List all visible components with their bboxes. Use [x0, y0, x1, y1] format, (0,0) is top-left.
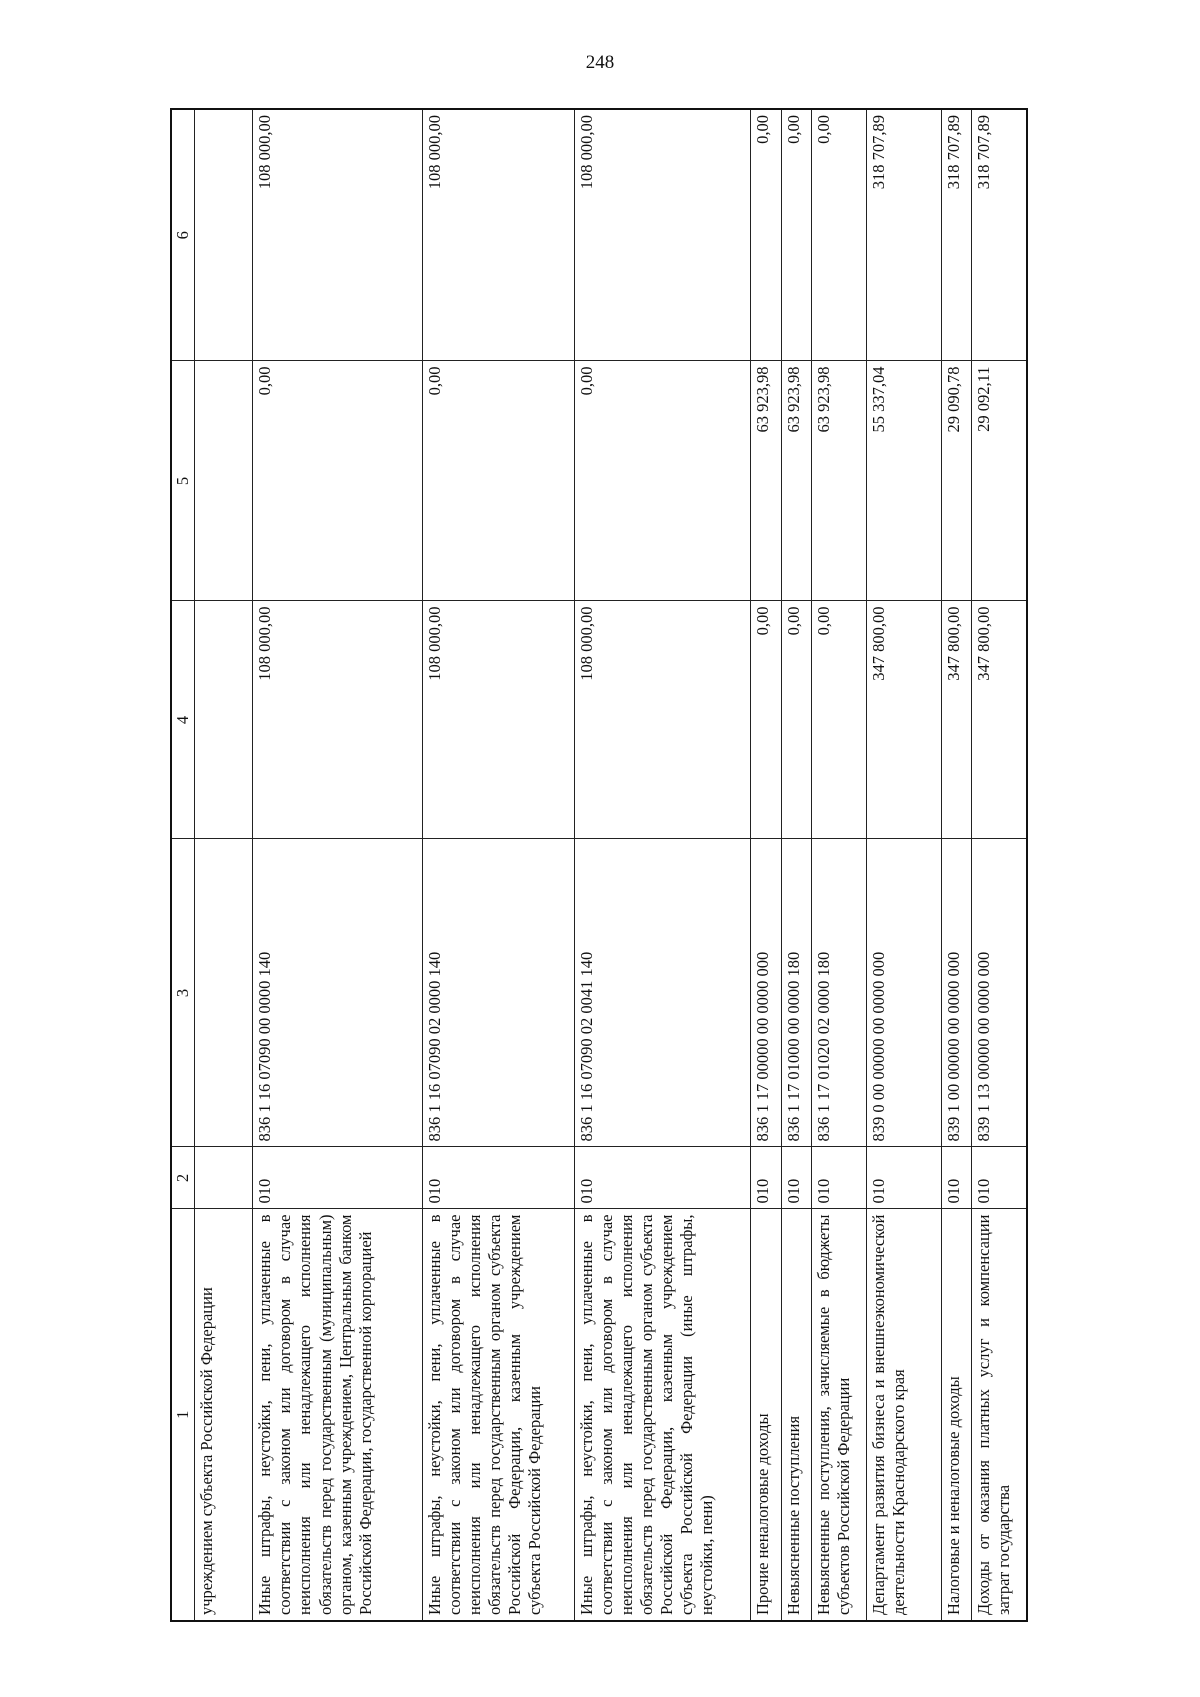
table-row [781, 109, 811, 1621]
table-row [811, 109, 866, 1621]
row-col4-value: 347 800,00 [972, 601, 1027, 839]
table-row [195, 109, 253, 1621]
row-col6-value: 0,00 [751, 109, 781, 361]
table-row [972, 109, 1027, 1621]
row-name-cell: учреждением субъекта Российской Федерации [195, 1209, 253, 1621]
row-line-code-cell: 010 [866, 1147, 941, 1209]
row-col5-value [195, 361, 253, 601]
row-col4-value: 347 800,00 [866, 601, 941, 839]
row-col5-value: 29 092,11 [972, 361, 1027, 601]
row-budget-code-cell: 836 1 16 07090 02 0041 140 [574, 839, 750, 1147]
row-line-code-cell: 010 [811, 1147, 866, 1209]
row-budget-code-cell: 836 1 16 07090 02 0000 140 [422, 839, 574, 1147]
header-col-4: 4 [171, 601, 195, 839]
row-budget-code-cell: 839 1 13 00000 00 0000 000 [972, 839, 1027, 1147]
row-col6-value: 0,00 [781, 109, 811, 361]
row-col6-value [195, 109, 253, 361]
table-row [941, 109, 971, 1621]
table-row [253, 109, 422, 1621]
row-name-cell: Департамент развития бизнеса и внешнеэкономической деятельности Краснодарского края [866, 1209, 941, 1621]
table-row [574, 109, 750, 1621]
header-row [171, 109, 195, 1621]
row-line-code-cell: 010 [751, 1147, 781, 1209]
row-col6-value: 108 000,00 [422, 109, 574, 361]
row-budget-code-cell: 836 1 17 01000 00 0000 180 [781, 839, 811, 1147]
row-col4-value [195, 601, 253, 839]
row-name-cell: Иные штрафы, неустойки, пени, уплаченные в соответствии с законом или договором в случае неисполнения или ненадлежащего исполнения обязательств перед государственным органом субъекта Российской Федерации, казенным учреждением субъекта Российской Федерации [422, 1209, 574, 1621]
row-col4-value: 108 000,00 [253, 601, 422, 839]
row-line-code-cell: 010 [972, 1147, 1027, 1209]
row-col6-value: 318 707,89 [972, 109, 1027, 361]
table-row [422, 109, 574, 1621]
row-name-cell: Иные штрафы, неустойки, пени, уплаченные в соответствии с законом или договором в случае неисполнения или ненадлежащего исполнения обязательств перед государственным (муниципальным) органом, казенным учреждением, Центральным банком Российской Федерации, государственной корпорацией [253, 1209, 422, 1621]
row-line-code-cell: 010 [941, 1147, 971, 1209]
page-number: 248 [585, 52, 615, 73]
header-col-5: 5 [171, 361, 195, 601]
row-budget-code-cell: 839 0 00 00000 00 0000 000 [866, 839, 941, 1147]
row-col5-value: 63 923,98 [811, 361, 866, 601]
row-budget-code-cell: 839 1 00 00000 00 0000 000 [941, 839, 971, 1147]
row-col4-value: 108 000,00 [574, 601, 750, 839]
header-col-1: 1 [171, 1209, 195, 1621]
row-col4-value: 0,00 [811, 601, 866, 839]
row-line-code-cell [195, 1147, 253, 1209]
row-col4-value: 347 800,00 [941, 601, 971, 839]
row-col5-value: 0,00 [253, 361, 422, 601]
header-col-3: 3 [171, 839, 195, 1147]
row-col6-value: 108 000,00 [253, 109, 422, 361]
row-name-cell: Иные штрафы, неустойки, пени, уплаченные в соответствии с законом или договором в случае неисполнения или ненадлежащего исполнения обязательств перед государственным органом субъекта Российской Федерации, казенным учреждением субъекта Российской Федерации (иные штрафы, неустойки, пени) [574, 1209, 750, 1621]
row-line-code-cell: 010 [253, 1147, 422, 1209]
row-name-cell: Прочие неналоговые доходы [751, 1209, 781, 1621]
row-line-code-cell: 010 [422, 1147, 574, 1209]
row-col5-value: 63 923,98 [781, 361, 811, 601]
header-col-6: 6 [171, 109, 195, 361]
row-col5-value: 0,00 [422, 361, 574, 601]
rotated-table-wrapper [170, 110, 1028, 1622]
revenue-table [170, 108, 1028, 1622]
row-budget-code-cell: 836 1 17 00000 00 0000 000 [751, 839, 781, 1147]
row-col4-value: 0,00 [751, 601, 781, 839]
row-name-cell: Доходы от оказания платных услуг и компенсации затрат государства [972, 1209, 1027, 1621]
row-col5-value: 55 337,04 [866, 361, 941, 601]
row-col6-value: 108 000,00 [574, 109, 750, 361]
row-name-cell: Невыясненные поступления [781, 1209, 811, 1621]
row-line-code-cell: 010 [781, 1147, 811, 1209]
row-col6-value: 318 707,89 [941, 109, 971, 361]
row-budget-code-cell: 836 1 17 01020 02 0000 180 [811, 839, 866, 1147]
row-col4-value: 108 000,00 [422, 601, 574, 839]
row-name-cell: Налоговые и неналоговые доходы [941, 1209, 971, 1621]
row-name-cell: Невыясненные поступления, зачисляемые в бюджеты субъектов Российской Федерации [811, 1209, 866, 1621]
row-col5-value: 29 090,78 [941, 361, 971, 601]
header-col-2: 2 [171, 1147, 195, 1209]
table-row [751, 109, 781, 1621]
row-col5-value: 63 923,98 [751, 361, 781, 601]
row-line-code-cell: 010 [574, 1147, 750, 1209]
table-row [866, 109, 941, 1621]
row-budget-code-cell: 836 1 16 07090 00 0000 140 [253, 839, 422, 1147]
row-col6-value: 0,00 [811, 109, 866, 361]
row-col5-value: 0,00 [574, 361, 750, 601]
row-col4-value: 0,00 [781, 601, 811, 839]
row-col6-value: 318 707,89 [866, 109, 941, 361]
row-budget-code-cell [195, 839, 253, 1147]
